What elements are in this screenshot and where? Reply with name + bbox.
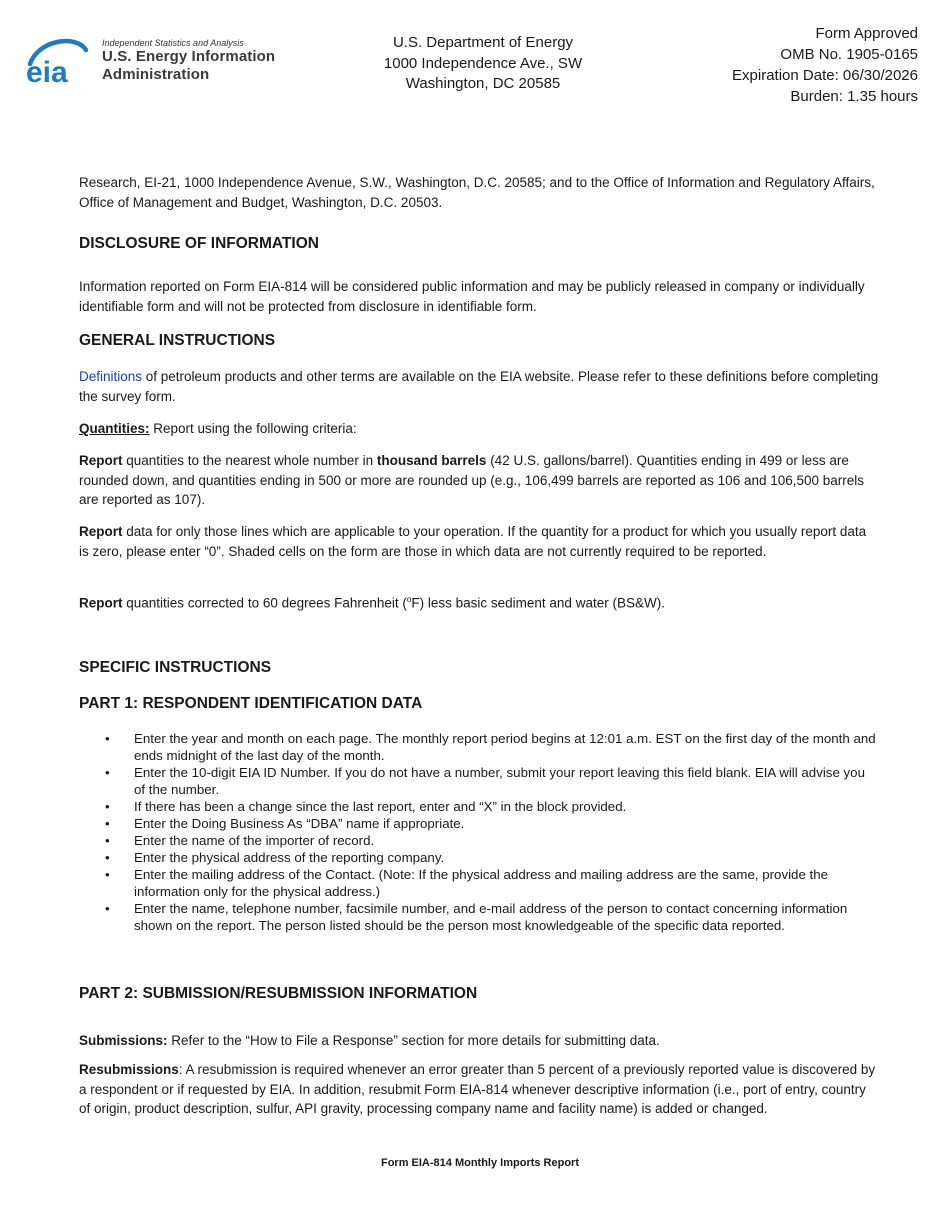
report3-text-a: quantities corrected to 60 degrees Fahrenheit (	[122, 595, 407, 611]
list-item-text: Enter the name, telephone number, facsimile number, and e-mail address of the person to contact concerning information shown on the report. The person listed should be the person most knowledgeable of the specific data reported.	[134, 901, 848, 933]
definitions-link[interactable]: Definitions	[79, 369, 143, 384]
bullet-icon: •	[105, 901, 110, 916]
thousand-barrels: thousand barrels	[376, 453, 487, 468]
bullet-icon: •	[105, 799, 110, 814]
list-item	[79, 849, 879, 866]
list-item-text: Enter the Doing Business As “DBA” name if appropriate.	[134, 816, 465, 831]
report1-bold: Report	[79, 453, 123, 468]
report3-text-b: F) less basic sediment and water (BS&W).	[411, 595, 665, 611]
list-item	[79, 832, 879, 849]
list-item-text: Enter the year and month on each page. The monthly report period begins at 12:01 a.m. EST on the first day of the month and ends midnight of the last day of the month.	[134, 731, 876, 763]
submissions-label: Submissions:	[79, 1033, 168, 1048]
resubmissions-paragraph	[79, 1060, 879, 1119]
list-item	[79, 866, 879, 900]
form-approval-block	[640, 23, 918, 107]
general-instructions-heading: GENERAL INSTRUCTIONS	[79, 332, 276, 349]
list-item-text: Enter the mailing address of the Contact. (Note: If the physical address and mailing address are the same, provide the information only for the physical address.)	[134, 867, 829, 899]
list-item	[79, 798, 879, 815]
report2-text: data for only those lines which are applicable to your operation. If the quantity for a product for which you usually report data is zero, please enter “0”. Shaded cells on the form are those in which data are not currently required to be reported.	[79, 524, 867, 559]
degree-superscript: o	[406, 595, 412, 604]
department-line2: 1000 Independence Ave., SW	[383, 54, 583, 72]
definitions-paragraph	[79, 367, 879, 406]
form-approved: Form Approved	[815, 25, 918, 42]
report-temperature-paragraph	[79, 590, 879, 613]
bullet-icon: •	[105, 833, 110, 848]
list-item	[79, 900, 879, 934]
part1-heading: PART 1: RESPONDENT IDENTIFICATION DATA	[79, 695, 423, 712]
eia-logo-mark-icon	[24, 36, 100, 88]
department-line3: Washington, DC 20585	[405, 75, 561, 92]
definitions-text: of petroleum products and other terms are available on the EIA website. Please refer to these definitions before completing the survey form.	[79, 369, 879, 404]
quantities-text: Report using the following criteria:	[149, 421, 357, 436]
report1-text-a: quantities to the nearest whole number in	[122, 453, 377, 468]
list-item	[79, 815, 879, 832]
department-line1: U.S. Department of Energy	[392, 34, 574, 51]
resubmissions-label: Resubmissions	[79, 1062, 179, 1077]
department-address	[330, 33, 636, 95]
quantities-label: Quantities:	[79, 421, 150, 436]
report3-bold: Report	[79, 595, 123, 611]
svg-text:eia: eia	[26, 56, 68, 88]
bullet-icon: •	[105, 731, 110, 746]
expiration-date: Expiration Date: 06/30/2026	[732, 67, 918, 84]
quantities-paragraph	[79, 419, 879, 439]
disclosure-heading: DISCLOSURE OF INFORMATION	[79, 235, 319, 252]
submissions-paragraph	[79, 1031, 879, 1051]
list-item	[79, 730, 879, 764]
burden: Burden: 1.35 hours	[790, 88, 918, 105]
resubmissions-text: : A resubmission is required whenever an error greater than 5 percent of a previously reported value is discovered by a respondent or if requested by EIA. In addition, resubmit Form EIA-814 whenever descriptive information (i.e., port of entry, country of origin, product description, sulfur, API gravity, processing company name and facility name) is added or changed.	[79, 1062, 876, 1116]
list-item-text: Enter the name of the importer of record.	[134, 833, 375, 848]
logo-name-line1: U.S. Energy Information	[102, 48, 276, 65]
page-footer: Form EIA-814 Monthly Imports Report	[380, 1157, 580, 1169]
bullet-icon: •	[105, 765, 110, 780]
bullet-icon: •	[105, 816, 110, 831]
specific-instructions-heading: SPECIFIC INSTRUCTIONS	[79, 659, 272, 676]
report2-bold: Report	[79, 524, 123, 539]
list-item-text: Enter the 10-digit EIA ID Number. If you do not have a number, submit your report leaving this field blank. EIA will advise you of the number.	[134, 765, 865, 797]
eia-logo	[24, 36, 294, 88]
list-item-text: If there has been a change since the last report, enter and “X” in the block provided.	[134, 799, 627, 814]
report1-text-b: (42 U.S. gallons/barrel). Quantities ending in 499 or less are rounded down, and quantities ending in 500 or more are rounded up (e.g., 106,499 barrels are reported as 106 and 106,500 barrels are reported as 107).	[79, 453, 865, 507]
intro-paragraph: Research, EI-21, 1000 Independence Avenue, S.W., Washington, D.C. 20585; and to the Office of Information and Regulatory Affairs, Office of Management and Budget, Washington, D.C. 20503.	[79, 175, 875, 210]
report-applicable-paragraph	[79, 522, 879, 561]
logo-name-line2: Administration	[102, 66, 210, 83]
report-rounding-paragraph	[79, 451, 879, 510]
list-item-text: Enter the physical address of the reporting company.	[134, 850, 445, 865]
logo-tagline: Independent Statistics and Analysis	[102, 38, 244, 48]
list-item	[79, 764, 879, 798]
bullet-icon: •	[105, 867, 110, 882]
part1-bullet-list	[79, 730, 879, 934]
disclosure-paragraph: Information reported on Form EIA-814 will be considered public information and may be publicly released in company or individually identifiable form and will not be protected from disclosure in identifiable form.	[79, 279, 865, 314]
part2-heading: PART 2: SUBMISSION/RESUBMISSION INFORMATION	[79, 985, 478, 1002]
submissions-text: Refer to the “How to File a Response” section for more details for submitting data.	[167, 1033, 660, 1048]
omb-number: OMB No. 1905-0165	[780, 46, 918, 63]
bullet-icon: •	[105, 850, 110, 865]
